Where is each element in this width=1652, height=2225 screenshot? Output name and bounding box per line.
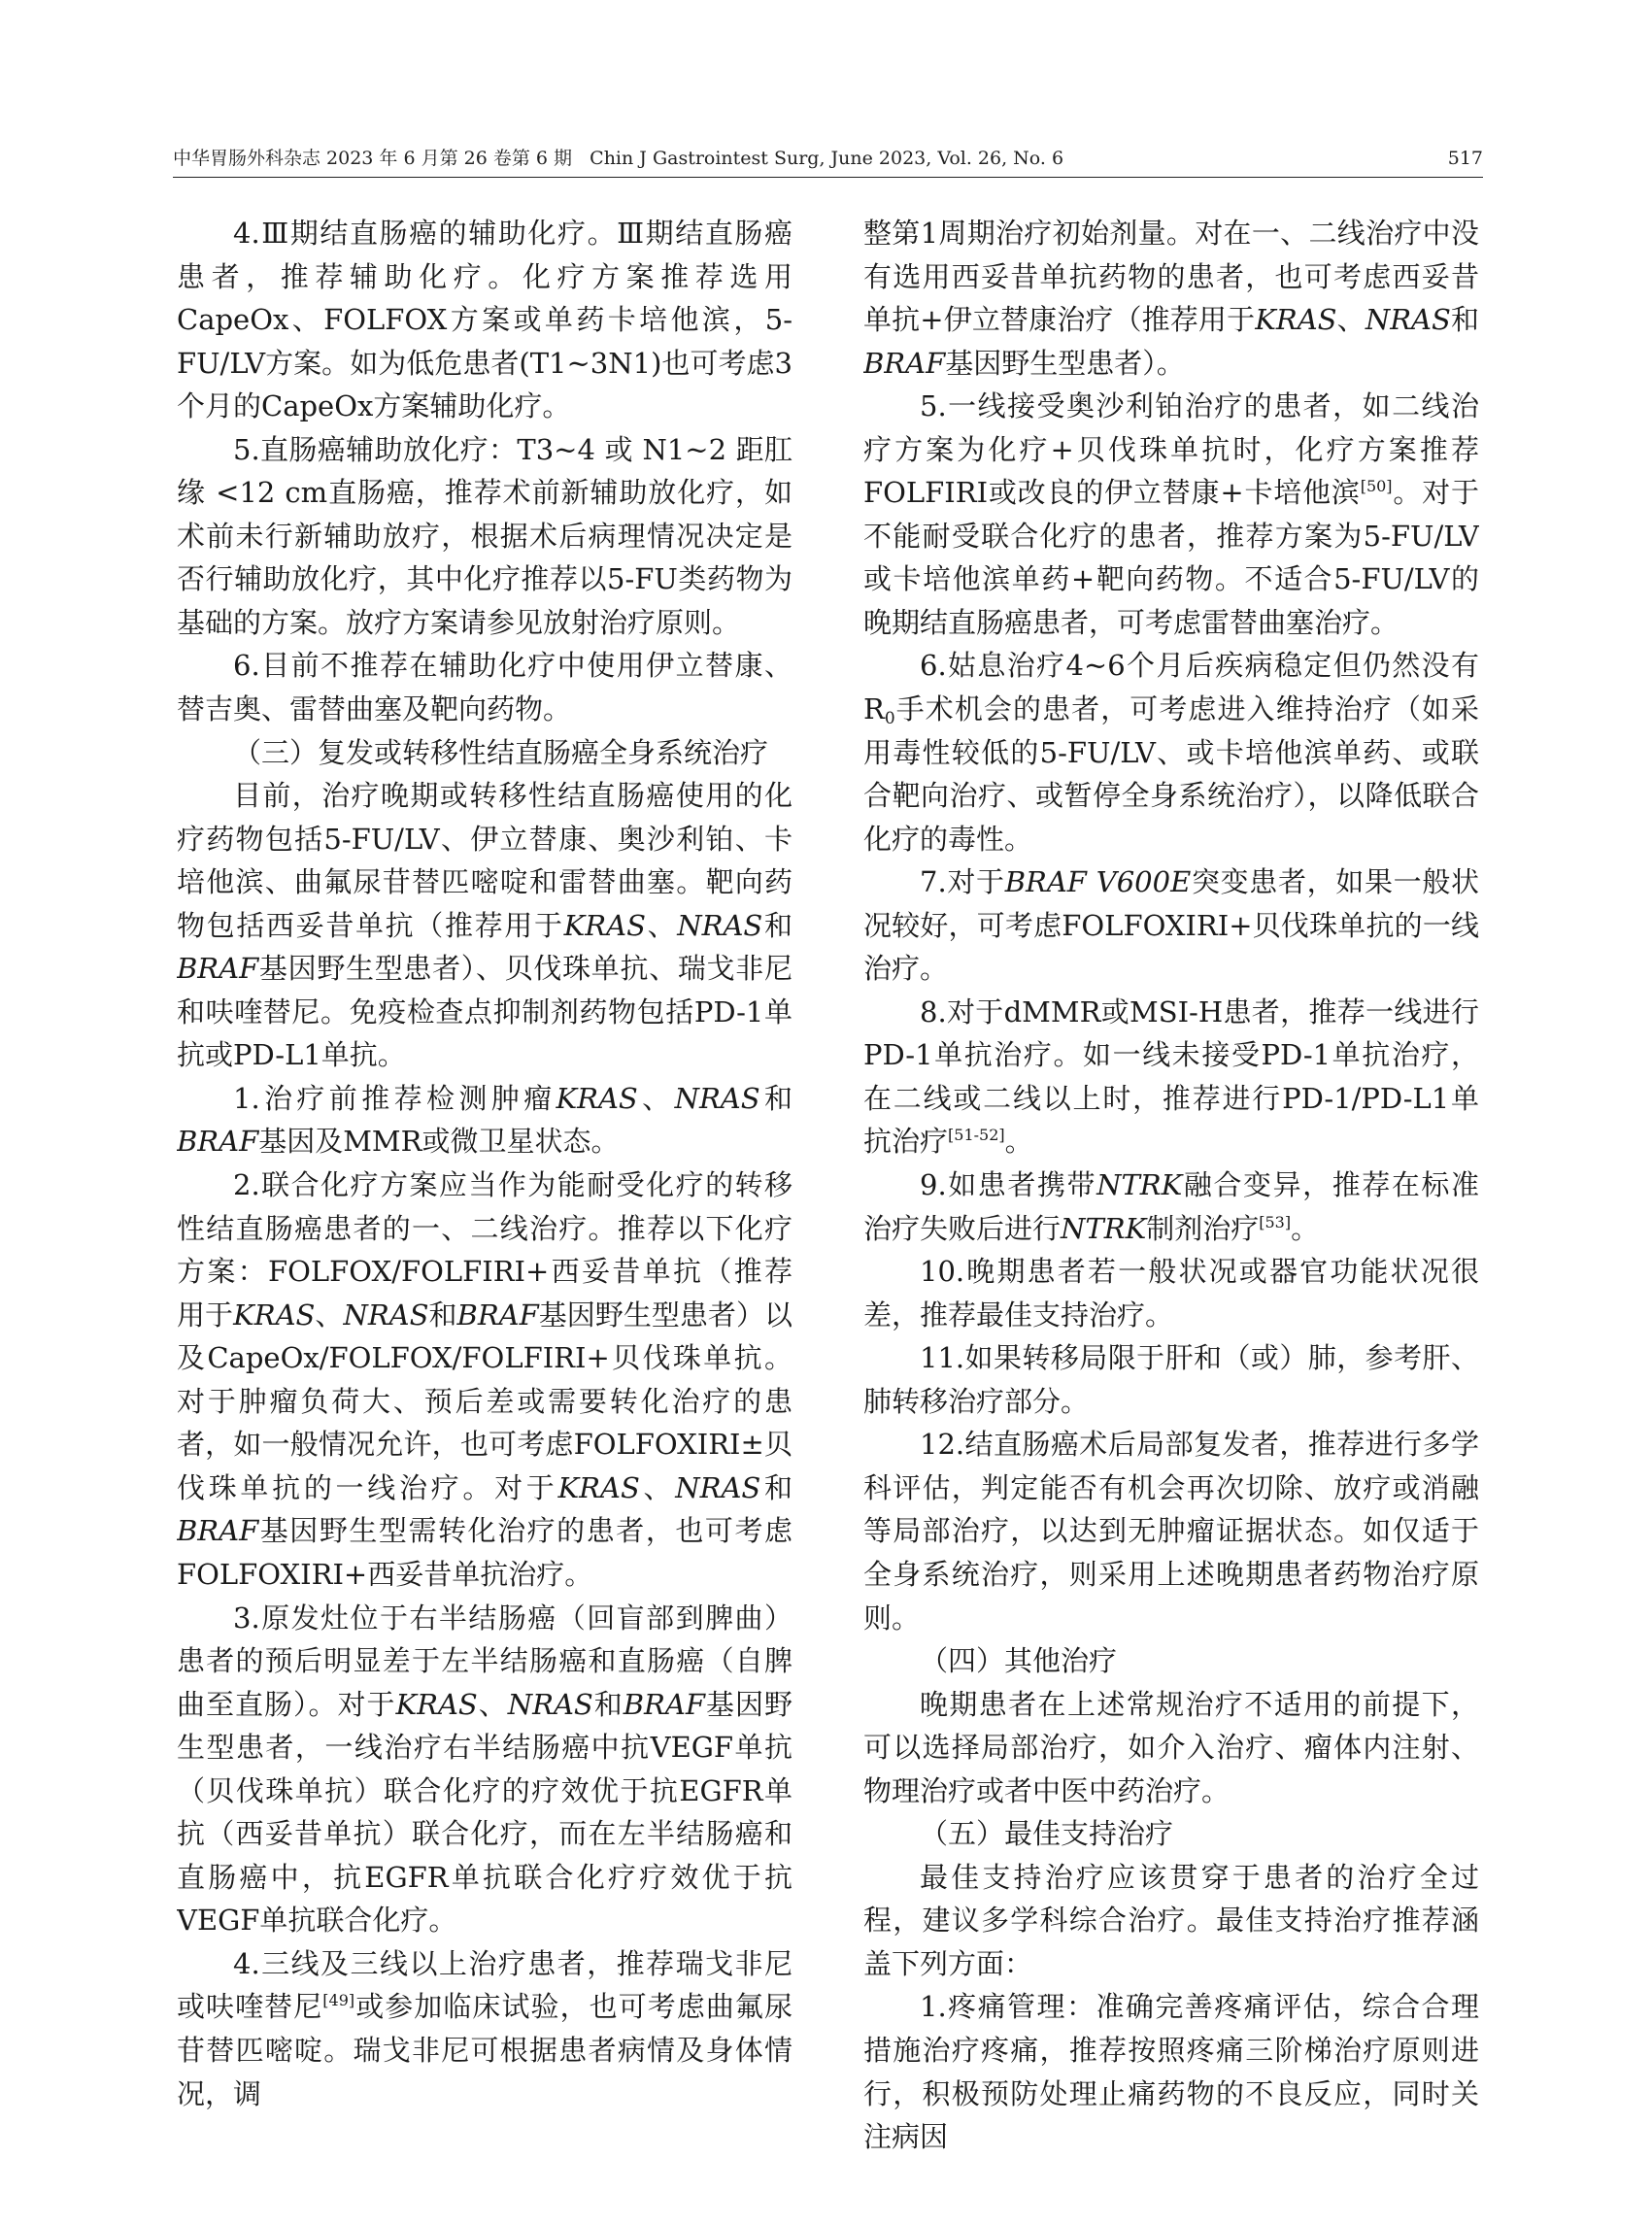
paragraph-liver-lung: 11.如果转移局限于肝和（或）肺，参考肝、肺转移治疗部分。 (863, 1341, 1479, 1418)
left-column (177, 212, 792, 2174)
paragraph-third-line: 4.三线及三线以上治疗患者，推荐瑞戈非尼或呋喹替尼[49]或参加临床试验，也可考虑曲氟尿苷替匹嘧啶。瑞戈非尼可根据患者病情及身体情况，调 (177, 1946, 792, 2110)
section-heading-supportive: （五）最佳支持治疗 (920, 1817, 1174, 1851)
paragraph-poor-status: 10.晚期患者若一般状况或器官功能状况很差，推荐最佳支持治疗。 (863, 1255, 1479, 1332)
paragraph-rectal-chemoradiation: 5.直肠癌辅助放化疗：T3~4 或 N1~2 距肛缘 <12 cm直肠癌，推荐术前新辅助放化疗，如术前未行新辅助放疗，根据术后病理情况决定是否行辅助放化疗，其中化疗推荐以5-FU类药物为基础的方案。放疗方案请参见放射治疗原则。 (177, 432, 792, 639)
citation-ref: [50] (1360, 477, 1393, 496)
paragraph-tumor-sidedness: 3.原发灶位于右半结肠癌（回盲部到脾曲）患者的预后明显差于左半结肠癌和直肠癌（自脾曲至直肠）。对于KRAS、NRAS和BRAF基因野生型患者，一线治疗右半结肠癌中抗VEGF单抗（贝伐珠单抗）联合化疗的疗效优于抗EGFR单抗（西妥昔单抗）联合化疗，而在左半结肠癌和直肠癌中，抗EGFR单抗联合化疗疗效优于抗VEGF单抗联合化疗。 (177, 1601, 792, 1938)
paragraph-stage3-adjuvant: 4.Ⅲ期结直肠癌的辅助化疗。Ⅲ期结直肠癌患者，推荐辅助化疗。化疗方案推荐选用CapeOx、FOLFOX方案或单药卡培他滨，5-FU/LV方案。如为低危患者(T1~3N1)也可考虑3个月的CapeOx方案辅助化疗。 (177, 217, 792, 423)
paragraph-continued: 整第1周期治疗初始剂量。对在一、二线治疗中没有选用西妥昔单抗药物的患者，也可考虑西妥昔单抗+伊立替康治疗（推荐用于KRAS、NRAS和BRAF基因野生型患者）。 (863, 217, 1479, 380)
paragraph-gene-testing: 1.治疗前推荐检测肿瘤KRAS、NRAS和BRAF基因及MMR或微卫星状态。 (177, 1081, 792, 1159)
page-number: 517 (1447, 148, 1483, 169)
paragraph-ntrk: 9.如患者携带NTRK融合变异，推荐在标准治疗失败后进行NTRK制剂治疗[53]。 (863, 1168, 1479, 1245)
journal-title-en: Chin J Gastrointest Surg, June 2023, Vol. 26, No. 6 (590, 148, 1064, 169)
paragraph-drug-overview: 目前，治疗晚期或转移性结直肠癌使用的化疗药物包括5-FU/LV、伊立替康、奥沙利铂、卡培他滨、曲氟尿苷替匹嘧啶和雷替曲塞。靶向药物包括西妥昔单抗（推荐用于KRAS、NRAS和BRAF基因野生型患者）、贝伐珠单抗、瑞戈非尼和呋喹替尼。免疫检查点抑制剂药物包括PD-1单抗或PD-L1单抗。 (177, 779, 792, 1072)
paragraph-second-line: 5.一线接受奥沙利铂治疗的患者，如二线治疗方案为化疗+贝伐珠单抗时，化疗方案推荐FOLFIRI或改良的伊立替康+卡培他滨[50]。对于不能耐受联合化疗的患者，推荐方案为5-FU/LV或卡培他滨单药+靶向药物。不适合5-FU/LV的晚期结直肠癌患者，可考虑雷替曲塞治疗。 (863, 389, 1479, 639)
paragraph-not-recommended: 6.目前不推荐在辅助化疗中使用伊立替康、替吉奥、雷替曲塞及靶向药物。 (177, 649, 792, 726)
citation-ref: [51-52] (948, 1126, 1005, 1145)
paragraph-pain-management: 1.疼痛管理：准确完善疼痛评估，综合合理措施治疗疼痛，推荐按照疼痛三阶梯治疗原则进行，积极预防处理止痛药物的不良反应，同时关注病因 (863, 1990, 1479, 2154)
running-header (173, 144, 1483, 178)
paragraph-supportive-care: 最佳支持治疗应该贯穿于患者的治疗全过程，建议多学科综合治疗。最佳支持治疗推荐涵盖下列方面： (863, 1860, 1479, 1980)
section-heading-metastatic: （三）复发或转移性结直肠癌全身系统治疗 (233, 735, 769, 769)
paragraph-dmmr: 8.对于dMMR或MSI-H患者，推荐一线进行PD-1单抗治疗。如一线未接受PD-1单抗治疗，在二线或二线以上时，推荐进行PD-1/PD-L1单抗治疗[51-52]。 (863, 995, 1479, 1159)
citation-ref: [53] (1259, 1212, 1292, 1231)
citation-ref: [49] (322, 1991, 355, 2010)
paragraph-local-recurrence: 12.结直肠癌术后局部复发者，推荐进行多学科评估，判定能否有机会再次切除、放疗或消融等局部治疗，以达到无肿瘤证据状态。如仅适于全身系统治疗，则采用上述晚期患者药物治疗原则。 (863, 1428, 1479, 1635)
journal-title-cn: 中华胃肠外科杂志 2023 年 6 月第 26 卷第 6 期 (173, 148, 573, 169)
paragraph-braf-v600e: 7.对于BRAF V600E突变患者，如果一般状况较好，可考虑FOLFOXIRI+贝伐珠单抗的一线治疗。 (863, 865, 1479, 986)
right-column (863, 212, 1479, 2174)
paragraph-combination-chemo: 2.联合化疗方案应当作为能耐受化疗的转移性结直肠癌患者的一、二线治疗。推荐以下化疗方案：FOLFOX/FOLFIRI+西妥昔单抗（推荐用于KRAS、NRAS和BRAF基因野生型患者）以及CapeOx/FOLFOX/FOLFIRI+贝伐珠单抗。对于肿瘤负荷大、预后差或需要转化治疗的患者，如一般情况允许，也可考虑FOLFOXIRI±贝伐珠单抗的一线治疗。对于KRAS、NRAS和BRAF基因野生型需转化治疗的患者，也可考虑FOLFOXIRI+西妥昔单抗治疗。 (177, 1168, 792, 1591)
section-heading-other: （四）其他治疗 (920, 1644, 1118, 1678)
paragraph-maintenance: 6.姑息治疗4~6个月后疾病稳定但仍然没有$R_0$手术机会的患者，可考虑进入维持治疗（如采用毒性较低的5-FU/LV、或卡培他滨单药、或联合靶向治疗、或暂停全身系统治疗），以降低联合化疗的毒性。 (863, 649, 1479, 856)
journal-citation (173, 144, 1063, 173)
paragraph-other-treatment: 晚期患者在上述常规治疗不适用的前提下，可以选择局部治疗，如介入治疗、瘤体内注射、物理治疗或者中医中药治疗。 (863, 1687, 1479, 1807)
